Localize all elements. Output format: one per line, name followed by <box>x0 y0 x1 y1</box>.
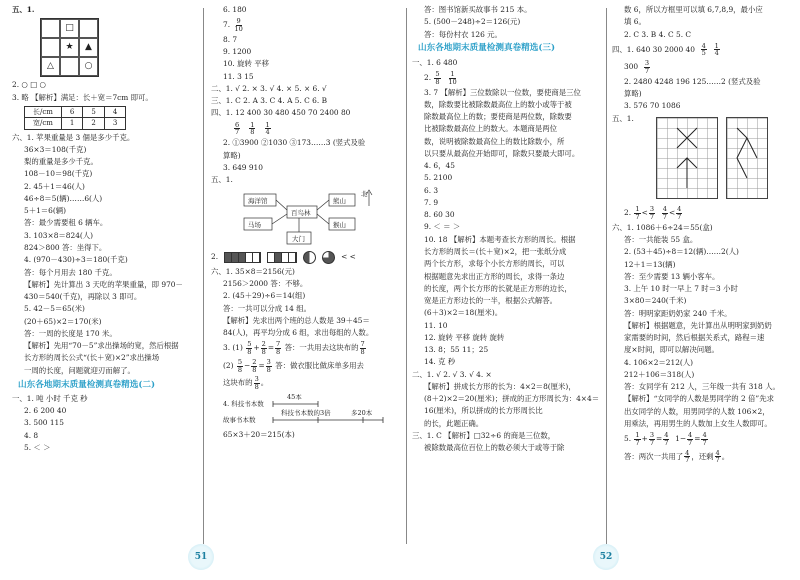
fraction <box>265 122 271 136</box>
analysis-line: 根据题意先求出正方形的周长，求得一条边 <box>424 271 565 281</box>
denominator: 8 <box>250 128 255 137</box>
answer-line: 5＋1＝6(辆) <box>24 206 67 216</box>
analysis-text: 【解析】满足：长＋宽＝7cm 即可。 <box>31 92 153 102</box>
answer-line <box>12 94 196 103</box>
numerator: 2 <box>252 357 257 366</box>
answer-line: 2156＞2000 答：不够。 <box>223 279 308 288</box>
grid-cell: ▲ <box>79 38 98 57</box>
fraction <box>434 71 440 85</box>
grid-cell <box>41 38 60 57</box>
numerator: 6 <box>235 120 240 129</box>
answer-line: 2. ①3900 ②1030 ③173……3 (竖式及验 <box>223 138 366 148</box>
analysis-line: 一周的长度，问题就迎刃而解了。 <box>24 365 135 375</box>
answer-line: 11. 3 15 <box>223 71 254 81</box>
answer-line <box>211 18 399 32</box>
denominator: 7 <box>635 212 640 221</box>
answer-text: 2. <box>624 208 632 218</box>
fraction <box>634 432 640 446</box>
numerator: 3 <box>649 205 655 214</box>
diagram-label: 4. 科技书本数 <box>223 400 264 409</box>
analysis-line: 两个长方形，求每个小长方形的周长，可以 <box>424 259 565 269</box>
answer-line: 9. ＜ ＝ ＞ <box>424 222 461 232</box>
fraction <box>266 359 272 373</box>
answer-line: 答：一共能装 55 盒。 <box>624 234 698 244</box>
answer-text: 答：一共用去这块布的 <box>284 343 359 353</box>
answer-line: 5. ＜ ＞ <box>24 442 51 452</box>
analysis-line: 3. 7 【解析】三位数除以一位数，要使商是三位 <box>424 87 581 97</box>
denominator: 8 <box>261 347 266 356</box>
answer-line: 一、1. 6 480 <box>412 57 458 67</box>
denominator: 8 <box>360 347 365 356</box>
quarter-circle-shape <box>322 251 335 264</box>
answer-line <box>412 71 602 85</box>
denominator: 7 <box>644 66 650 75</box>
denominator: 7 <box>235 128 240 137</box>
denominator: 8 <box>252 365 257 374</box>
numerator: 4 <box>664 431 669 440</box>
answer-line: 2. (53＋45)÷8＝12(辆)……2(人) <box>624 247 739 257</box>
map-label: 熊山 <box>333 197 346 206</box>
answer-line: 4. 8 <box>24 430 39 440</box>
fraction <box>360 341 366 355</box>
answer-line: 2. $\frac{1}{7}$ < $\frac{3}{7}$ $\frac{4}{7}$ < $\frac{4}{7}$ <box>624 205 682 221</box>
numerator: 4 <box>677 205 682 214</box>
table-cell: 1 <box>61 118 82 129</box>
answer-text: 2. <box>424 73 432 83</box>
table-row <box>25 106 126 117</box>
answer-text: 2. <box>211 252 219 262</box>
answer-line: 3. 上午 10 时一早上 7 时＝3 小时 <box>624 284 738 294</box>
analysis-line: 16(厘米)，所以拼成的长方形周长比 <box>424 406 543 416</box>
column-1 <box>12 6 196 456</box>
denominator: 7 <box>715 456 720 465</box>
denominator: 7 <box>649 212 655 221</box>
denominator: 10 <box>448 77 457 86</box>
denominator: 7 <box>685 456 690 465</box>
answer-line: 答：明明家距奶奶家 240 千米。 <box>624 308 732 318</box>
page-number-right: 52 <box>593 544 619 570</box>
answer-line: 12＋1＝13(辆) <box>624 259 676 269</box>
answer-line: 六、1. 35×8＝2156(元) <box>211 266 295 276</box>
column-divider-2 <box>406 8 407 544</box>
answer-line: 7. 9 <box>424 197 439 207</box>
fraction <box>663 432 669 446</box>
fraction <box>251 359 257 373</box>
north-label: 北 <box>361 190 368 199</box>
answer-line: 4. 106×2＝212(人) <box>624 357 694 367</box>
numerator: 3 <box>644 59 650 68</box>
bar-shape <box>224 252 261 263</box>
answer-line <box>211 122 399 136</box>
fraction <box>249 122 255 136</box>
analysis-line: 三、1. C 【解析】□32÷6 的商是三位数， <box>412 431 556 440</box>
fraction <box>684 450 690 464</box>
answer-line: 4. (970－430)÷3＝180(千克) <box>24 255 128 265</box>
answer-line <box>211 251 399 264</box>
analysis-line: 【解析】先求出两个班的总人数是 39＋45＝ <box>223 315 370 325</box>
denominator: 10 <box>234 24 243 33</box>
fraction <box>662 206 668 220</box>
table-cell: 6 <box>61 106 82 117</box>
analysis-line: 除数最高位上的数；要使商是两位数，除数要 <box>424 112 572 122</box>
grid-cell: ○ <box>79 57 98 76</box>
column-divider-1 <box>203 8 204 544</box>
numerator: 3 <box>254 375 259 384</box>
compare-symbol: < < <box>341 252 356 262</box>
answer-line: 46÷8＝5(辆)……6(人) <box>24 193 103 203</box>
answer-line: 一、1. 吨 小时 千克 秒 <box>12 393 88 403</box>
bar-shape <box>267 252 297 263</box>
fraction <box>649 206 655 220</box>
answer-line: 这块布的 $\frac{3}{8}$ 。 <box>223 375 269 392</box>
answer-line: 2. C 3. B 4. C 5. C <box>624 29 692 39</box>
numerator: 7 <box>360 340 365 349</box>
denominator: 7 <box>664 438 669 447</box>
grid-cell <box>41 19 60 38</box>
numerator: 7 <box>276 340 281 349</box>
answer-line: 答：最少需要租 6 辆车。 <box>24 218 108 228</box>
diagram-label: 多20本 <box>351 409 373 418</box>
analysis-line: 被除数最高位百位上的数必须大于或等于除 <box>424 443 565 453</box>
numerator: 2 <box>261 340 266 349</box>
answer-line: 四、1. 12 400 30 480 450 70 2400 80 <box>211 108 351 118</box>
analysis-line: 【解析】“女同学的人数是男同学的 2 倍”先求 <box>624 394 774 404</box>
fraction <box>714 43 720 57</box>
numerator: 4 <box>715 448 720 457</box>
table-cell: 长/cm <box>25 106 62 117</box>
numerator: 1 <box>250 120 255 129</box>
answer-line: 13. 8；55 11；25 <box>424 345 489 355</box>
denominator: 8 <box>237 365 243 374</box>
answer-line: 8. 60 30 <box>424 210 455 220</box>
answer-text: 5. <box>624 434 632 444</box>
numerator: 5 <box>237 357 243 366</box>
answer-line: 11. 10 <box>424 320 448 330</box>
column-3 <box>412 6 602 457</box>
answer-line: 算略) <box>223 150 241 160</box>
fraction <box>261 341 267 355</box>
route-map <box>229 188 379 248</box>
answer-line: 2. 45＋1＝46(人) <box>24 181 85 191</box>
answer-line: 梨的重量是多少千克。 <box>24 157 98 167</box>
table-cell: 2 <box>83 118 104 129</box>
answer-line: 答：至少需要 13 辆小客车。 <box>624 271 720 281</box>
answer-line: 答：每个月用去 180 千克。 <box>24 267 117 277</box>
analysis-line: 【解析】先用“70－5”求出操场的宽，然后根据 <box>24 341 179 351</box>
section-title: 山东各地期末质量检测真卷精选(二) <box>18 379 156 390</box>
grid-cell <box>79 19 98 38</box>
analysis-line: 度×时间，即可以解决问题。 <box>624 345 719 355</box>
analysis-line: 10. 18 【解析】本题考查长方形的周长。根据 <box>424 234 576 244</box>
diagram-label: 故事书本数 <box>223 416 256 425</box>
answer-line: 824＞800 答：坐得下。 <box>24 242 107 252</box>
answer-line: 6. 180 <box>223 5 247 14</box>
numerator: 3 <box>649 431 655 440</box>
answer-line <box>612 115 792 203</box>
denominator: 8 <box>276 347 281 356</box>
answer-line: 答：每份村衣 126 元。 <box>424 29 502 39</box>
analysis-line: (8＋2)×2＝20(厘米)；拼成的正方形周长为：4×4＝ <box>424 394 600 404</box>
answer-line: 4. 6，45 <box>424 161 455 171</box>
grid-cell: △ <box>41 57 60 76</box>
fraction <box>701 43 707 57</box>
answer-text: 300 <box>624 62 639 72</box>
fraction <box>676 206 682 220</box>
fraction <box>687 432 693 446</box>
grid-cell: □ <box>60 19 79 38</box>
answer-line: 二、1. √ 2. × 3. √ 4. × 5. × 6. √ <box>211 83 327 93</box>
analysis-line: 【解析】根据题意，先计算出从明明家到奶奶 <box>624 320 772 330</box>
table-cell: 5 <box>83 106 104 117</box>
answer-line: 6. 3 <box>424 185 439 195</box>
analysis-line: 家需要的时间，然后根据关系式，路程＝速 <box>624 333 765 343</box>
numerator: 4 <box>662 205 667 214</box>
answer-line: 9. 1200 <box>223 47 252 57</box>
answer-line: 2. 6 200 40 <box>24 406 67 416</box>
numerator: 1 <box>450 69 455 78</box>
numerator: 5 <box>435 69 440 78</box>
answer-line: 3×80＝240(千米) <box>624 296 687 306</box>
answer-line: 二、1. √ 2. √ 3. √ 4. × <box>412 369 492 379</box>
answer-line: 3. 576 70 1086 <box>624 101 681 111</box>
fraction <box>275 341 281 355</box>
answer-line: 12. 旋转 平移 旋转 旋转 <box>424 332 505 342</box>
analysis-line: 宽是正方形边长的一半，根据公式解答。 <box>424 296 558 306</box>
answer-text: 四、1. 640 30 2000 40 <box>612 44 695 54</box>
analysis-line: 长方形的周长＝(长＋宽)×2，把一张纸分成 <box>424 247 567 257</box>
map-label: 大门 <box>292 235 305 244</box>
answer-line: 三、1. C 2. A 3. C 4. A 5. C 6. B <box>211 96 328 106</box>
answer-line: 答：一周的长度是 170 米。 <box>24 328 117 338</box>
answer-line: 5. 2100 <box>424 173 453 183</box>
grid-drawing <box>726 117 768 199</box>
analysis-line: 的长度，两个长方形的长就是正方形的边长， <box>424 283 572 293</box>
grid-cell <box>60 57 79 76</box>
denominator: 7 <box>662 212 667 221</box>
analysis-line: 430＝540(千克)，再除以 3 即可。 <box>24 292 142 302</box>
denominator: 8 <box>254 383 259 392</box>
answer-line: 答：图书馆新买故事书 215 本。 <box>424 5 532 14</box>
denominator: 7 <box>649 438 655 447</box>
answer-line: 3. 649 910 <box>223 162 263 172</box>
answer-text: 五、1. <box>612 113 634 123</box>
analysis-line: 填 6。 <box>624 17 646 27</box>
analysis-line: 【解析】先计算出 3 天吃的苹果重量，即 970－ <box>24 279 183 289</box>
fraction <box>254 376 260 390</box>
analysis-line: 84(人)，再平均分成 6 组，求出每组的人数。 <box>223 328 374 338</box>
answer-line: 答：一共可以分成 14 组。 <box>223 303 312 313</box>
answer-line: 3. 103×8＝824(人) <box>24 230 94 240</box>
numerator: 1 <box>265 120 270 129</box>
numerator: 1 <box>635 431 640 440</box>
answer-text: 这块布的 <box>223 378 253 388</box>
denominator: 7 <box>688 438 693 447</box>
answer-line: 5. (500－248)÷2＝126(元) <box>424 17 521 27</box>
map-label: 百鸟林 <box>291 209 311 218</box>
section-title: 山东各地期末质量检测真卷精选(三) <box>418 43 556 54</box>
analysis-line: 的长，此题正确。 <box>424 418 484 428</box>
map-label: 海洋馆 <box>248 197 268 206</box>
diagram-label: 科技书本数的3倍 <box>281 409 331 418</box>
answer-line: 8. 7 <box>223 34 238 44</box>
map-label: 猴山 <box>333 221 346 230</box>
answer-text: 7. <box>223 20 231 30</box>
answer-line: (2) $\frac{5}{8}$ − $\frac{2}{8}$ = $\frac{3}{8}$ 答：做衣服比做床单多用去 <box>223 357 364 374</box>
answer-line: 5. 42－5＝65(米) <box>24 304 85 314</box>
numerator: 4 <box>688 431 693 440</box>
answer-line: 2. 2480 4248 196 125……2 (竖式及验 <box>624 76 761 86</box>
answer-line: 212＋106＝318(人) <box>624 369 695 379</box>
fraction <box>701 432 707 446</box>
denominator: 5 <box>701 49 706 58</box>
answer-line: 答：女同学有 212 人，三年级一共有 318 人。 <box>624 382 780 392</box>
answer-line: 5. $\frac{1}{7}$ + $\frac{3}{7}$ = $\frac{4}{7}$ 1− $\frac{4}{7}$ = $\frac{4}{7}$ <box>624 431 707 447</box>
table-cell: 宽/cm <box>25 118 62 129</box>
analysis-line: 用乘法，再用男生的人数加上女生人数即可。 <box>624 418 772 428</box>
answer-line: 六、1. 1086＋6÷24＝55(盒) <box>612 222 713 232</box>
analysis-line: 数，除数要比被除数最高位上的数小或等于被 <box>424 99 572 109</box>
column-2 <box>211 6 399 443</box>
line-segment-diagram <box>223 394 393 428</box>
analysis-line: 以只要从最高位开始即可，除数只要最大即可。 <box>424 148 580 158</box>
denominator: 7 <box>702 438 707 447</box>
table-cell: 4 <box>104 106 125 117</box>
answer-text: ，还剩 <box>691 451 714 461</box>
answer-line: 2. ○ □ ○ <box>12 80 46 90</box>
denominator: 4 <box>265 128 270 137</box>
numerator: 1 <box>714 41 719 50</box>
fraction <box>233 18 243 32</box>
denominator: 8 <box>247 347 252 356</box>
answer-line: 3. (1) $\frac{5}{8}$ + $\frac{2}{8}$ = $\frac{7}{8}$ 答：一共用去这块布的 $\frac{7}{8}$ <box>223 340 365 356</box>
answer-line <box>612 60 792 74</box>
map-label: 马场 <box>248 221 261 230</box>
answer-line: 3. 500 115 <box>24 418 64 428</box>
denominator: 8 <box>266 365 271 374</box>
grid-drawing <box>656 117 718 199</box>
denominator: 7 <box>635 438 640 447</box>
answer-line: 五、1. <box>211 175 233 185</box>
answer-text: 答：做衣服比做床单多用去 <box>275 361 364 370</box>
answer-line: 36×3＝108(千克) <box>24 144 87 154</box>
answer-line: 65×3＋20＝215(本) <box>223 430 295 440</box>
numerator: 9 <box>236 17 241 26</box>
analysis-line: 数，说明被除数最高位上的数比除数小，所 <box>424 136 565 146</box>
answer-line: 14. 克 秒 <box>424 357 456 367</box>
fraction <box>634 206 640 220</box>
grid-cell: ★ <box>60 38 79 57</box>
numerator: 1 <box>635 205 640 214</box>
answer-line: (20＋65)×2＝170(米) <box>24 316 102 326</box>
fraction <box>246 341 252 355</box>
analysis-line: 出女同学的人数，用男同学的人数 106×2， <box>624 406 770 416</box>
denominator: 4 <box>714 49 719 58</box>
answer-line: 答：两次一共用了 $\frac{4}{7}$ ，还剩 $\frac{4}{7}$ 。 <box>624 448 730 465</box>
shape-grid <box>40 18 99 77</box>
answer-line: 六、1. 苹果重量是 3 個是多少千克。 <box>12 132 135 142</box>
analysis-line: 长方形的周长公式“(长＋宽)×2”求出操场 <box>24 353 160 363</box>
column-divider-3 <box>606 8 607 544</box>
fraction <box>237 359 243 373</box>
table-row <box>25 118 126 129</box>
answer-text: 3. (1) <box>223 343 243 353</box>
answer-line: 算略) <box>624 89 642 99</box>
fraction <box>715 450 721 464</box>
answer-line <box>612 43 792 57</box>
numerator: 4 <box>702 431 707 440</box>
numerator: 3 <box>266 357 271 366</box>
fraction <box>234 122 240 136</box>
numerator: 5 <box>247 340 252 349</box>
page-number-left: 51 <box>188 544 214 570</box>
answer-text: (2) <box>223 361 234 370</box>
length-width-table <box>24 106 126 130</box>
answer-line: 五、1. <box>12 5 35 14</box>
answer-line: 2. (45＋29)÷6＝14(组) <box>223 291 306 301</box>
fraction <box>644 60 650 74</box>
answer-line: 10. 旋转 平移 <box>223 59 270 69</box>
analysis-line: 【解析】拼成长方形的长为：4×2＝8(厘米)， <box>424 381 576 391</box>
analysis-line: (6＋3)×2＝18(厘米)。 <box>424 308 503 318</box>
diagram-label: 45本 <box>287 394 302 402</box>
table-cell: 3 <box>104 118 125 129</box>
half-circle-shape <box>303 251 316 264</box>
denominator: 8 <box>435 77 440 86</box>
column-4 <box>612 6 792 467</box>
analysis-line: 比被除数最高位上的数大。本题商是两位 <box>424 124 558 134</box>
fraction <box>447 71 457 85</box>
answer-text: 3. 略 <box>12 92 29 102</box>
denominator: 7 <box>677 212 682 221</box>
fraction <box>649 432 655 446</box>
answer-text: 答：两次一共用了 <box>624 451 684 461</box>
answer-line: 108－10＝98(千克) <box>24 169 93 179</box>
numerator: 4 <box>685 448 690 457</box>
numerator: 4 <box>701 41 706 50</box>
analysis-line: 数 6，所以方框里可以填 6,7,8,9，最小应 <box>624 5 763 14</box>
